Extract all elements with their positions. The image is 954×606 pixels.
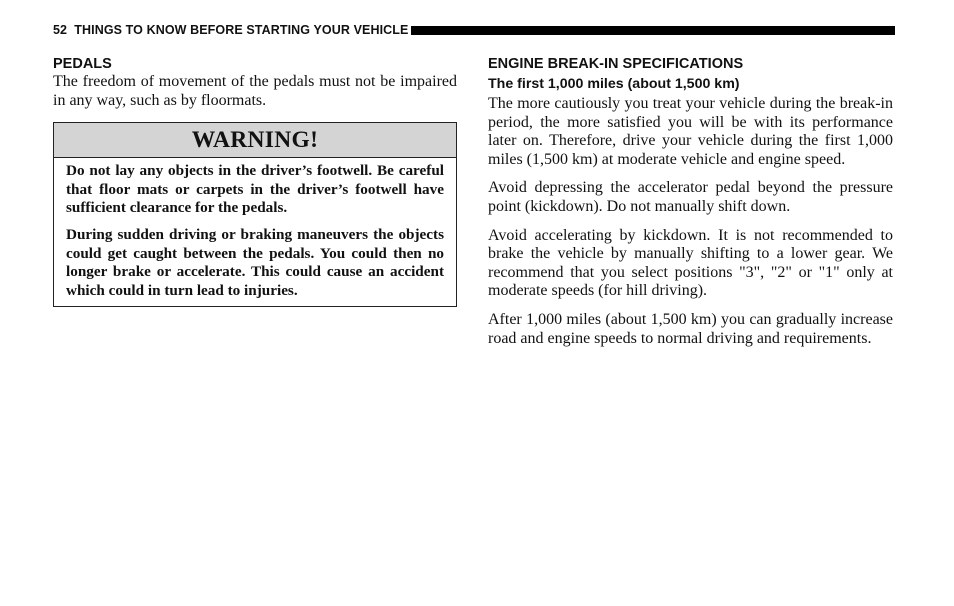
left-column: [53, 55, 457, 307]
right-column: [488, 55, 893, 358]
break-in-subheading: The first 1,000 miles (about 1,500 km): [488, 76, 740, 92]
warning-body: [54, 158, 456, 306]
header-rule: [411, 26, 895, 35]
break-in-paragraph: After 1,000 miles (about 1,500 km) you can gradually increase road and engine speeds to normal driving and requirements.: [488, 310, 893, 347]
page-number: 52: [53, 23, 68, 37]
break-in-paragraph: Avoid depressing the accelerator pedal beyond the pressure point (kickdown). Do not manually shift down.: [488, 179, 893, 215]
page-header: [53, 22, 895, 38]
break-in-paragraph: The more cautiously you treat your vehicle during the break-in period, the more satisfied you will be with its performance later on. Therefore, drive your vehicle during the first 1,000 miles (1,500 km) at moderate vehicle and engine speed.: [488, 95, 893, 168]
warning-box: [53, 122, 457, 307]
break-in-paragraph: Avoid accelerating by kickdown. It is not recommended to brake the vehicle by manually shifting to a lower gear. We recommend that you select positions "3", "2" or "1" only at moderate speeds (for hill driving).: [488, 226, 893, 300]
pedals-paragraph: The freedom of movement of the pedals must not be impaired in any way, such as by floormats.: [53, 73, 457, 109]
warning-paragraph: Do not lay any objects in the driver’s footwell. Be careful that floor mats or carpets in the driver’s footwell have sufficient clearance for the pedals.: [66, 162, 444, 217]
warning-paragraph: During sudden driving or braking maneuvers the objects could get caught between the pedals. You could then no longer brake or accelerate. This could cause an accident which could in turn lead to injuries.: [66, 225, 444, 299]
section-title: THINGS TO KNOW BEFORE STARTING YOUR VEHICLE: [74, 23, 409, 37]
pedals-heading: PEDALS: [53, 56, 112, 72]
break-in-heading: ENGINE BREAK-IN SPECIFICATIONS: [488, 56, 744, 72]
page-header-text: [53, 23, 408, 37]
warning-title: WARNING!: [54, 123, 456, 158]
